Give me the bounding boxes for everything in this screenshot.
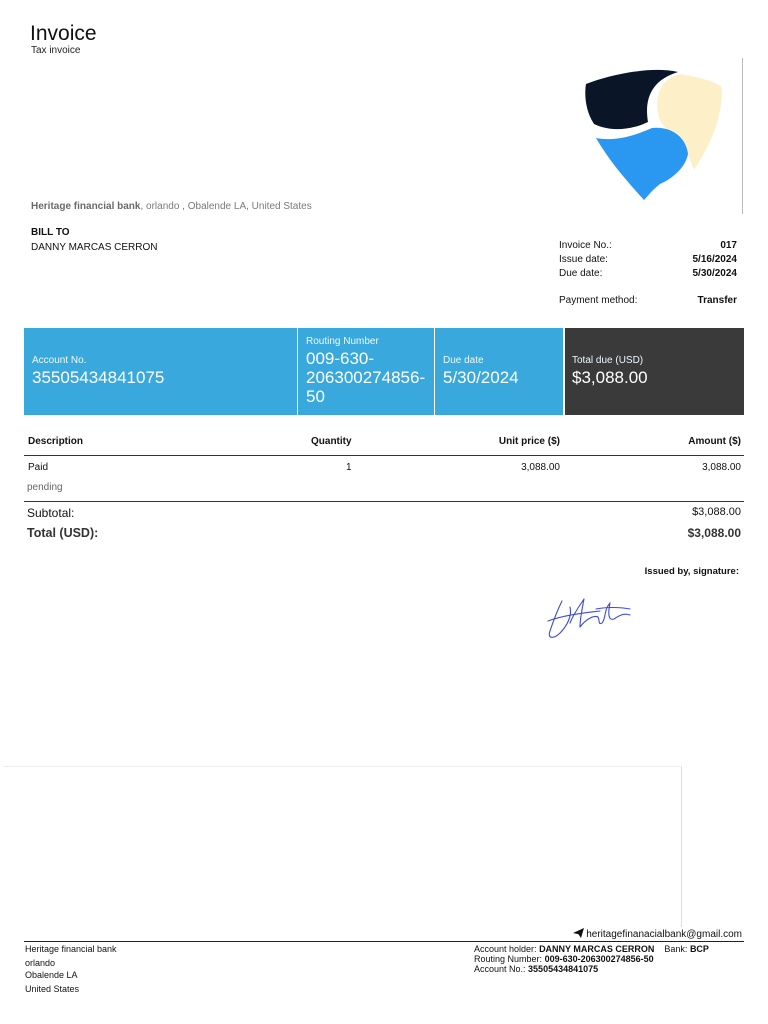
routing-number-line-3: 50 (306, 387, 325, 406)
invoice-number-value: 017 (720, 240, 737, 251)
routing-number-panel (298, 328, 434, 415)
paper-plane-icon (573, 928, 584, 938)
company-address: , orlando , Obalende LA, United States (140, 201, 312, 212)
invoice-title: Invoice (30, 22, 97, 45)
footer-account-holder (474, 944, 709, 954)
banner-due-date-label: Due date (443, 355, 484, 366)
issue-date-label: Issue date: (559, 254, 608, 265)
footer-account-value: 35505434841075 (528, 964, 599, 974)
banner-due-date-value: 5/30/2024 (443, 368, 519, 387)
routing-number-label: Routing Number (306, 336, 379, 347)
blank-notes-area (3, 766, 682, 927)
issue-date-value: 5/16/2024 (692, 254, 737, 265)
total-due-panel (565, 328, 744, 415)
routing-number-line-1: 009-630- (306, 349, 375, 368)
row-description: Paid (28, 462, 49, 473)
column-header-quantity: Quantity (311, 436, 352, 447)
signature-label: Issued by, signature: (644, 566, 739, 577)
footer-address-line-1: Heritage financial bank (25, 944, 117, 954)
invoice-number-label: Invoice No.: (559, 240, 612, 251)
company-address-line (31, 201, 312, 212)
column-header-amount: Amount ($) (688, 436, 741, 447)
due-date-panel (435, 328, 563, 415)
footer-email[interactable] (573, 928, 742, 940)
row-unit-price: 3,088.00 (521, 462, 560, 473)
bank-label: Bank: (664, 944, 688, 954)
company-name: Heritage financial bank (31, 201, 141, 212)
account-holder-value: DANNY MARCAS CERRON (539, 944, 655, 954)
subtotal-value: $3,088.00 (692, 506, 741, 518)
total-due-label: Total due (USD) (572, 355, 644, 366)
account-number-label: Account No. (32, 355, 87, 366)
column-header-unit-price: Unit price ($) (498, 436, 560, 447)
footer-account-label: Account No.: (474, 964, 526, 974)
footer-address-line-3: Obalende LA (25, 970, 78, 980)
footer-routing-number (474, 954, 654, 964)
row-quantity: 1 (346, 462, 352, 473)
payment-method-label: Payment method: (559, 295, 638, 306)
payment-method-value: Transfer (697, 295, 737, 306)
total-due-value: $3,088.00 (572, 368, 648, 387)
company-logo (582, 66, 730, 204)
footer-address-line-2: orlando (25, 958, 56, 968)
bill-to-label: BILL TO (31, 227, 70, 238)
bill-to-name: DANNY MARCAS CERRON (31, 242, 158, 253)
footer-account-number (474, 964, 598, 974)
invoice-subtitle: Tax invoice (31, 45, 81, 56)
total-value: $3,088.00 (687, 526, 741, 540)
footer-address-line-4: United States (25, 984, 80, 994)
account-number-panel (24, 328, 297, 415)
routing-number-line-2: 206300274856- (306, 368, 426, 387)
table-bottom-divider (24, 501, 744, 502)
account-holder-label: Account holder: (474, 944, 537, 954)
footer-routing-value: 009-630-206300274856-50 (544, 954, 654, 964)
row-note: pending (27, 482, 63, 493)
logo-divider (742, 58, 743, 214)
account-number-value: 35505434841075 (32, 368, 165, 387)
column-header-description: Description (28, 436, 84, 447)
due-date-value: 5/30/2024 (692, 268, 737, 279)
row-amount: 3,088.00 (702, 462, 741, 473)
footer-email-text: heritagefinanacialbank@gmail.com (586, 929, 742, 940)
bank-value: BCP (689, 944, 709, 954)
subtotal-label: Subtotal: (27, 506, 75, 520)
footer-divider (24, 941, 744, 942)
footer-routing-label: Routing Number: (474, 954, 543, 964)
handwritten-signature (544, 595, 636, 641)
total-label: Total (USD): (27, 526, 99, 540)
due-date-label: Due date: (559, 268, 603, 279)
table-header-divider (24, 455, 744, 456)
